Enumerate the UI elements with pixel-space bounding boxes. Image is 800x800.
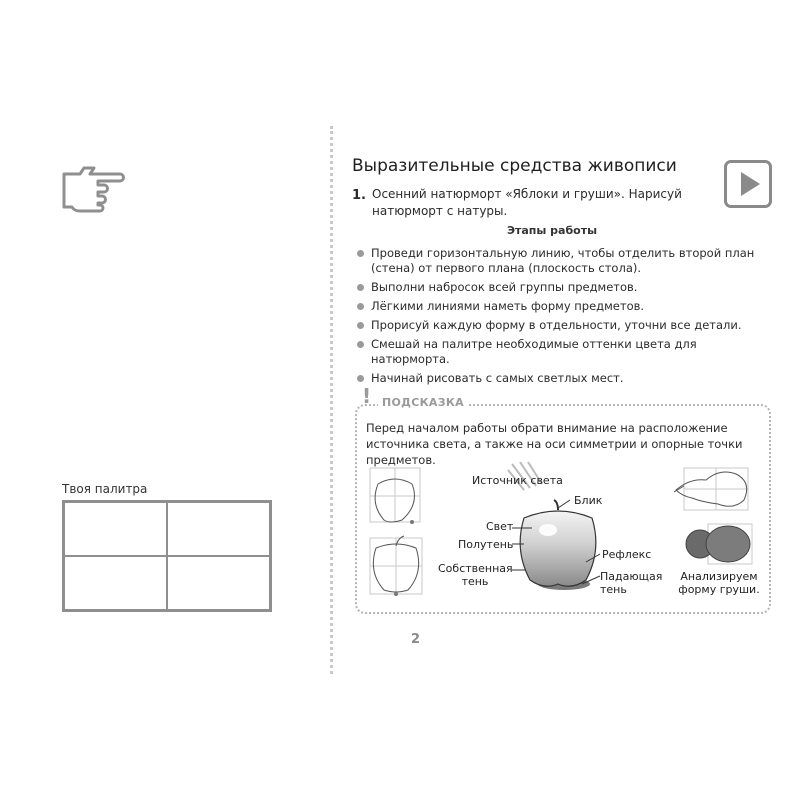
palette-cell (64, 556, 167, 610)
task-number: 1. (352, 188, 366, 203)
pear-sketch (674, 464, 756, 514)
label-light: Свет (486, 520, 514, 533)
play-icon (727, 163, 769, 205)
shaded-apple (512, 500, 602, 592)
palette-label: Твоя палитра (62, 482, 148, 496)
hint-text: Перед началом работы обрати внимание на расположение источника света, а также на оси симметрии и опорные точки предметов. (366, 421, 743, 467)
label-own-shadow: Собственная тень (438, 562, 513, 588)
page-number: 2 (411, 632, 421, 647)
pointing-hand-icon (60, 160, 126, 212)
list-item: Прорисуй каждую форму в отдельности, уточни все детали. (357, 318, 757, 333)
task-text: Осенний натюрморт «Яблоки и груши». Нарисуй натюрморт с натуры. (372, 187, 682, 218)
hint-title: ПОДСКАЗКА (378, 396, 468, 409)
label-reflex: Рефлекс (602, 548, 652, 561)
exclamation-icon: ! (362, 384, 372, 408)
stages-title: Этапы работы (506, 224, 598, 237)
bullet-icon (357, 322, 364, 329)
bullet-icon (357, 375, 364, 382)
palette-grid (62, 500, 272, 612)
bullet-icon (357, 303, 364, 310)
video-play-button[interactable] (724, 160, 772, 208)
list-item: Проведи горизонтальную линию, чтобы отделить второй план (стена) от первого плана (плоскость стола). (357, 246, 757, 276)
bullet-icon (357, 284, 364, 291)
apple-sketch-2 (368, 534, 430, 598)
label-light-source: Источник света (472, 474, 563, 487)
steps-list (357, 246, 757, 390)
palette-cell (167, 556, 270, 610)
apple-sketch-1 (368, 466, 428, 526)
palette-cell (64, 502, 167, 556)
bullet-icon (357, 341, 364, 348)
pear-analysis-shape (680, 522, 756, 566)
page-title: Выразительные средства живописи (352, 156, 677, 176)
palette-cell (167, 502, 270, 556)
list-item: Выполни набросок всей группы предметов. (357, 280, 757, 295)
label-highlight: Блик (574, 494, 603, 507)
page-divider (330, 126, 333, 674)
list-item: Смешай на палитре необходимые оттенки цвета для натюрморта. (357, 337, 757, 367)
bullet-icon (357, 250, 364, 257)
label-cast-shadow: Падающая тень (600, 570, 663, 596)
list-item: Лёгкими линиями наметь форму предметов. (357, 299, 757, 314)
label-analyze-pear: Анализируем форму груши. (678, 570, 760, 596)
label-halftone: Полутень (458, 538, 514, 551)
list-item: Начинай рисовать с самых светлых мест. (357, 371, 757, 386)
